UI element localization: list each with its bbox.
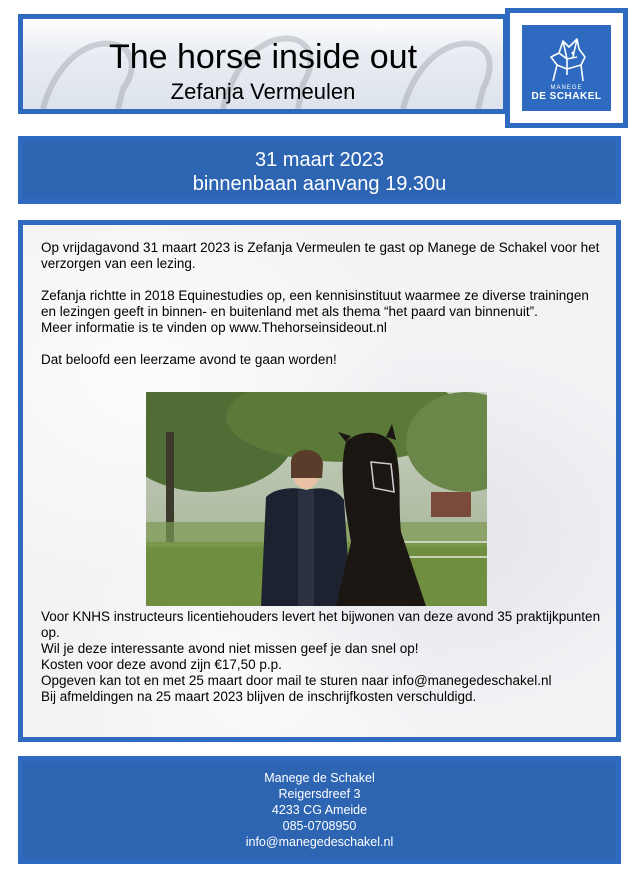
cost-paragraph: Kosten voor deze avond zijn €17,50 p.p. bbox=[41, 657, 282, 672]
footer-street: Reigersdreef 3 bbox=[278, 787, 361, 801]
logo bbox=[522, 25, 611, 111]
body-box bbox=[18, 220, 621, 742]
body-text-bottom bbox=[41, 609, 606, 705]
footer-name: Manege de Schakel bbox=[264, 771, 375, 785]
knhs-paragraph: Voor KNHS instructeurs licentiehouders levert het bijwonen van deze avond 35 praktijkpunten op. bbox=[41, 609, 601, 640]
about-paragraph: Zefanja richtte in 2018 Equinestudies op, een kennisinstituut waarmee ze diverse trainingen en lezingen geeft in binnen- en buitenland met als thema “het paard van binnenuit”. bbox=[41, 288, 589, 319]
footer-phone: 085-0708950 bbox=[282, 819, 357, 833]
intro-paragraph: Op vrijdagavond 31 maart 2023 is Zefanja Vermeulen te gast op Manege de Schakel voor het verzorgen van een lezing. bbox=[41, 240, 600, 271]
logo-frame bbox=[505, 8, 628, 128]
logo-small-text: MANEGE bbox=[550, 84, 583, 91]
event-location-time: binnenbaan aanvang 19.30u bbox=[192, 173, 447, 195]
footer-email: info@manegedeschakel.nl bbox=[245, 835, 394, 849]
page-title: The horse inside out bbox=[108, 38, 418, 76]
promise-paragraph: Dat beloofd een leerzame avond te gaan worden! bbox=[41, 352, 337, 367]
signup-call-paragraph: Wil je deze interessante avond niet missen geef je dan snel op! bbox=[41, 641, 419, 656]
footer-city: 4233 CG Ameide bbox=[271, 803, 368, 817]
logo-name: DE SCHAKEL bbox=[531, 90, 602, 102]
horse-head-icon bbox=[545, 35, 589, 83]
cancellation-paragraph: Bij afmeldingen na 25 maart 2023 blijven de inschrijfkosten verschuldigd. bbox=[41, 689, 477, 704]
header-banner bbox=[18, 14, 508, 114]
speaker-name: Zefanja Vermeulen bbox=[170, 79, 356, 104]
registration-paragraph: Opgeven kan tot en met 25 maart door mail te sturen naar info@manegedeschakel.nl bbox=[41, 673, 552, 688]
more-info-paragraph: Meer informatie is te vinden op www.Thehorseinsideout.nl bbox=[41, 320, 387, 335]
body-text-top bbox=[41, 240, 606, 368]
date-band bbox=[18, 136, 621, 204]
event-date: 31 maart 2023 bbox=[255, 149, 384, 171]
footer-contact bbox=[18, 756, 621, 864]
speaker-horse-photo bbox=[146, 392, 487, 606]
